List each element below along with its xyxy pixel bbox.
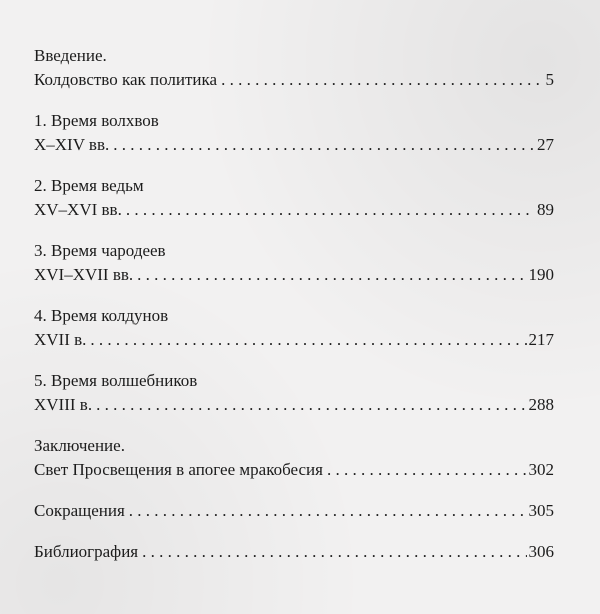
toc-entry-title: 2. Время ведьм	[34, 176, 144, 195]
dot-leader	[126, 198, 535, 222]
toc-entry-leader-line	[34, 133, 554, 157]
toc-page-number: 305	[528, 501, 554, 520]
toc-entry-leader-line	[34, 540, 554, 564]
toc-entry-conclusion	[34, 434, 554, 482]
toc-page-number: 5	[545, 70, 554, 89]
toc-entry-subtitle: Сокращения	[34, 501, 125, 520]
toc-entry-subtitle: Колдовство как политика	[34, 70, 218, 89]
toc-entry-leader-line	[34, 328, 554, 352]
toc-entry-introduction	[34, 44, 554, 92]
toc-entry-chapter-1	[34, 109, 554, 157]
toc-entry-leader-line	[34, 393, 554, 417]
toc-entry-chapter-4	[34, 304, 554, 352]
toc-entry-chapter-2	[34, 174, 554, 222]
toc-entry-bibliography	[34, 540, 554, 564]
toc-entry-leader-line	[34, 499, 554, 523]
toc-entry-title: Введение.	[34, 46, 107, 65]
toc-page-number: 27	[537, 135, 554, 154]
toc-entry-subtitle: XVII в.	[34, 330, 87, 349]
toc-entry-title: 3. Время чародеев	[34, 241, 166, 260]
toc-entry-leader-line	[34, 263, 554, 287]
toc-entry-title: 1. Время волхвов	[34, 111, 159, 130]
table-of-contents	[34, 44, 554, 581]
toc-entry-subtitle: Свет Просвещения в апогее мракобесия	[34, 460, 323, 479]
dot-leader	[96, 393, 526, 417]
dot-leader	[137, 263, 526, 287]
dot-leader	[90, 328, 526, 352]
toc-entry-leader-line	[34, 68, 554, 92]
toc-page-number: 89	[537, 200, 554, 219]
dot-leader	[142, 540, 526, 564]
toc-entry-leader-line	[34, 198, 554, 222]
toc-page-number: 217	[528, 330, 554, 349]
dot-leader	[129, 499, 527, 523]
toc-entry-title: 5. Время волшебников	[34, 371, 198, 390]
toc-entry-abbreviations	[34, 499, 554, 523]
toc-entry-title: 4. Время колдунов	[34, 306, 169, 325]
dot-leader	[221, 68, 543, 92]
dot-leader	[327, 458, 527, 482]
toc-page-number: 302	[528, 460, 554, 479]
toc-entry-chapter-5	[34, 369, 554, 417]
toc-entry-subtitle: X–XIV вв.	[34, 135, 110, 154]
toc-entry-subtitle: XVIII в.	[34, 395, 93, 414]
toc-page-number: 190	[528, 265, 554, 284]
dot-leader	[113, 133, 535, 157]
toc-entry-subtitle: Библиография	[34, 542, 139, 561]
toc-entry-title: Заключение.	[34, 436, 125, 455]
toc-page-number: 288	[528, 395, 554, 414]
toc-entry-leader-line	[34, 458, 554, 482]
toc-entry-subtitle: XV–XVI вв.	[34, 200, 122, 219]
toc-page-number: 306	[528, 542, 554, 561]
toc-entry-subtitle: XVI–XVII вв.	[34, 265, 134, 284]
toc-entry-chapter-3	[34, 239, 554, 287]
